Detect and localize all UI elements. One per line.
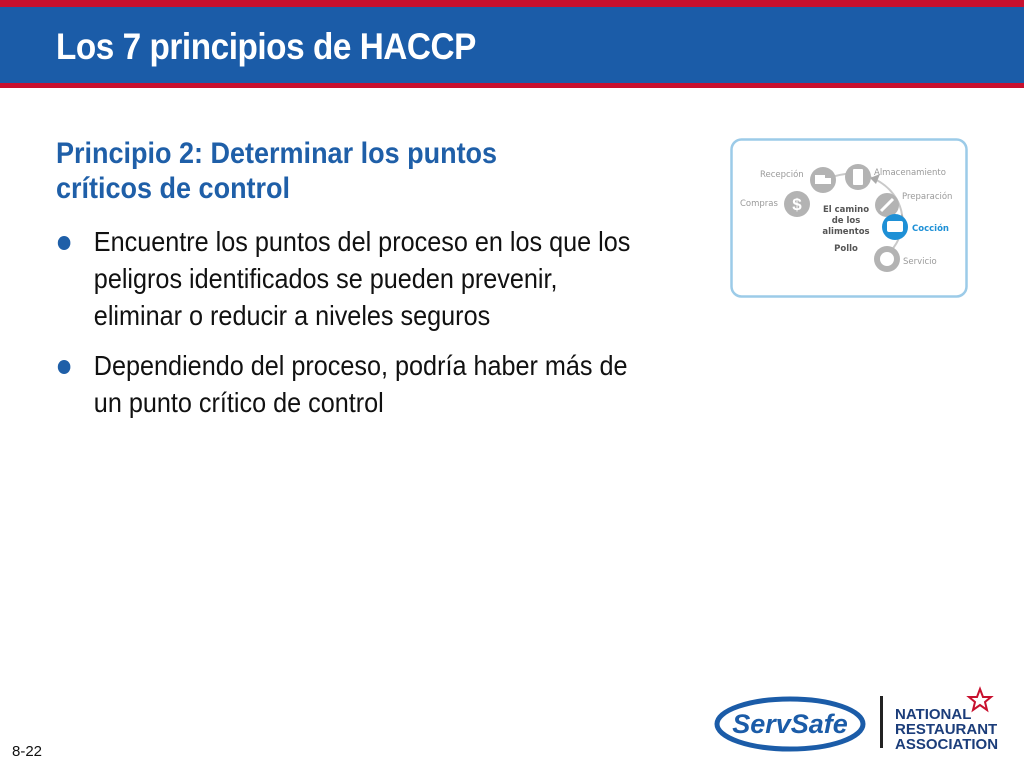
step-label-almacenamiento: Almacenamiento bbox=[874, 168, 946, 178]
slide-title: Los 7 principios de HACCP bbox=[56, 26, 476, 67]
plate-icon bbox=[874, 246, 900, 272]
center-title-line: de los bbox=[831, 216, 861, 226]
knife-icon bbox=[875, 193, 899, 217]
step-label-coccion: Cocción bbox=[912, 224, 949, 234]
bullet-dot-icon bbox=[58, 236, 71, 250]
servsafe-logo bbox=[717, 699, 863, 749]
principle-subtitle: Principio 2: Determinar los puntos críticos de control bbox=[56, 137, 498, 205]
nra-logo-line: NATIONAL bbox=[895, 706, 972, 723]
bullet-list bbox=[56, 223, 632, 434]
refrigerator-icon bbox=[845, 164, 871, 190]
nra-logo bbox=[895, 689, 998, 753]
step-label-preparacion: Preparación bbox=[902, 192, 953, 202]
bullet-item bbox=[56, 347, 632, 421]
nra-logo-line: RESTAURANT bbox=[895, 721, 998, 738]
step-label-compras: Compras bbox=[740, 199, 778, 209]
center-title-line: alimentos bbox=[822, 227, 870, 237]
dollar-icon bbox=[784, 191, 810, 217]
bottom-red-stripe bbox=[0, 83, 1024, 88]
logo-divider bbox=[880, 696, 883, 748]
bullet-dot-icon bbox=[58, 360, 71, 374]
step-label-recepcion: Recepción bbox=[760, 170, 804, 180]
page-number: 8-22 bbox=[12, 743, 43, 760]
center-title-line: El camino bbox=[822, 205, 870, 215]
star-icon bbox=[969, 689, 991, 710]
top-red-stripe bbox=[0, 0, 1024, 7]
step-label-servicio: Servicio bbox=[903, 257, 937, 267]
svg-text:$: $ bbox=[792, 195, 802, 214]
flow-of-food-diagram bbox=[730, 138, 968, 298]
nra-logo-line: ASSOCIATION bbox=[895, 736, 999, 753]
bullet-text: Encuentre los puntos del proceso en los que los peligros identificados se pueden prevenir, eliminar o reducir a niveles seguros bbox=[93, 226, 631, 331]
cooktop-icon bbox=[882, 214, 908, 240]
servsafe-logo-text: ServSafe bbox=[732, 709, 848, 739]
truck-icon bbox=[810, 167, 836, 193]
logo-group bbox=[714, 686, 1014, 756]
bullet-text: Dependiendo del proceso, podría haber más de un punto crítico de control bbox=[93, 350, 628, 418]
bullet-item bbox=[56, 223, 632, 334]
center-subtitle: Pollo bbox=[834, 244, 858, 254]
